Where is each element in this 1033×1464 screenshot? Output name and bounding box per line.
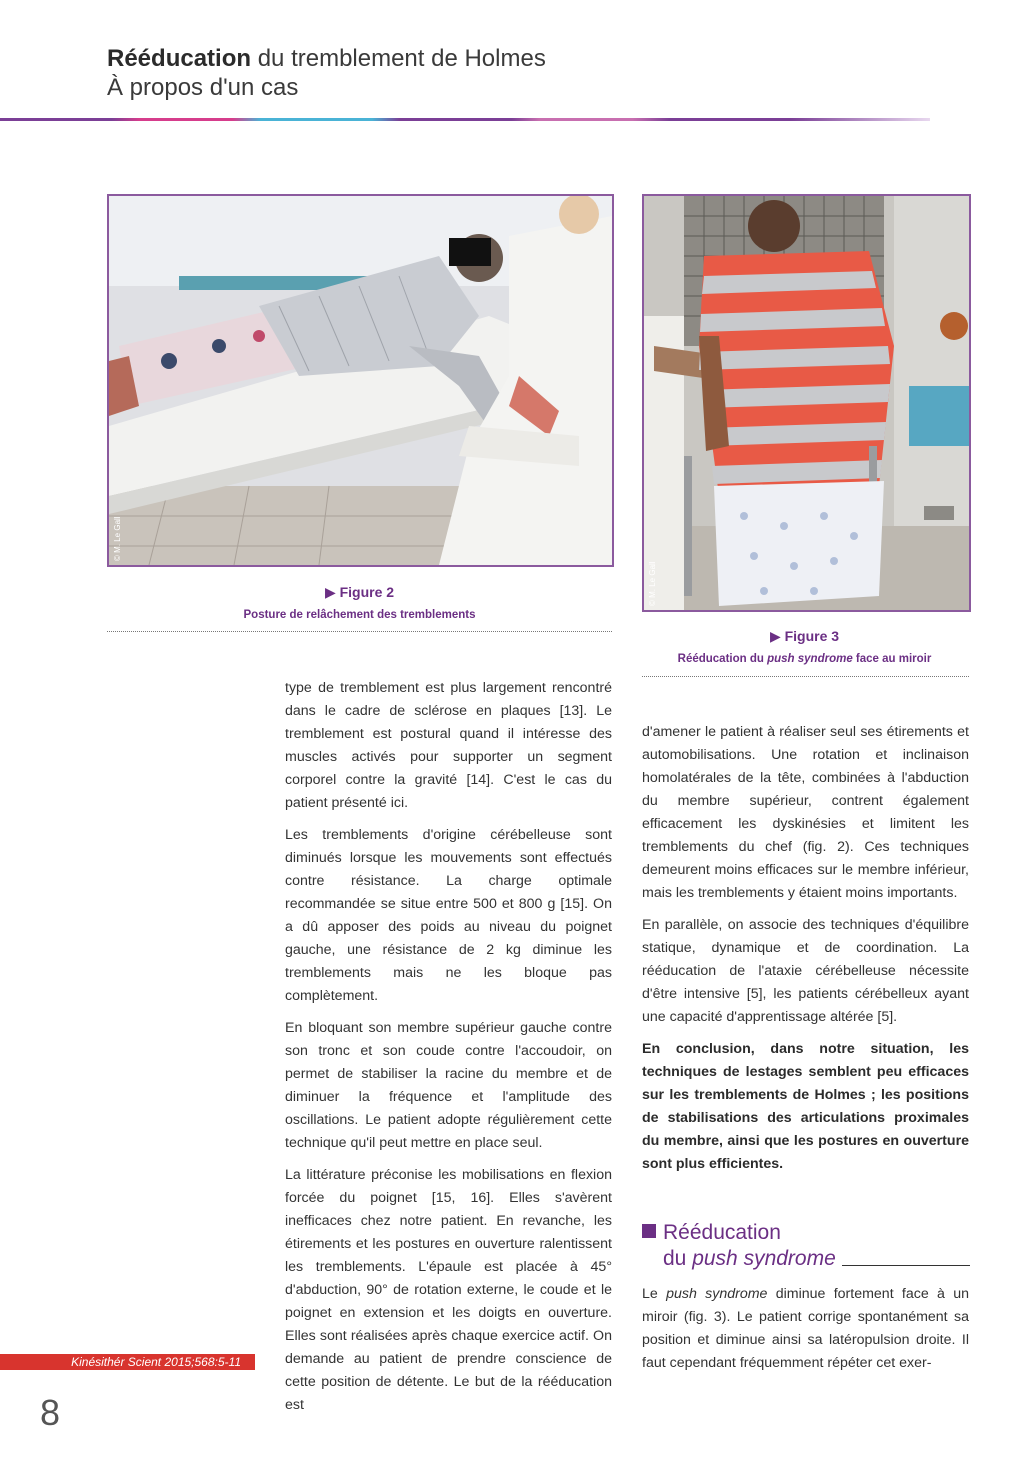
left-paragraph-1: type de tremblement est plus largement rencontré dans le cadre de sclérose en plaques [13]. Le tremblement est postural quand il intéresse des muscles activés pour supporter un segment corporel contre la gravité [14]. C'est le cas du patient présenté ici. <box>285 680 612 811</box>
figure-3-caption-after: face au miroir <box>852 653 932 665</box>
right-paragraph-4 <box>642 1283 969 1375</box>
figure-2-credit: © M. Le Gall <box>113 516 122 561</box>
article-subtitle: À propos d'un cas <box>107 74 299 101</box>
section-heading-text: Rééducation <box>663 1221 781 1244</box>
figure-3-label: ▶ Figure 3 <box>769 628 840 644</box>
figure-2-photo <box>107 194 614 567</box>
right-paragraph-2: En parallèle, on associe des techniques d'équilibre statique, dynamique et de coordination. La rééducation de l'ataxie cérébelleuse nécessite d'être intensive [5], les patients cérébelleux ayant une capacité d'apprentissage altérée [5]. <box>642 917 969 1025</box>
article-title <box>107 44 546 73</box>
right-paragraph-1: d'amener le patient à réaliser seul ses étirements et automobilisations. Une rotation et inclinaison homolatérales de la tête, combinées à l'abduction du membre supérieur, contrent également efficacement les dyskinésies et limitent les tremblements du chef (fig. 2). Ces techniques demeurent moins efficaces sur le membre inférieur, mais les tremblements y étaient moins importants. <box>642 724 969 901</box>
left-paragraph-3: En bloquant son membre supérieur gauche contre son tronc et son coude contre l'accoudoir, on permet de stabiliser la racine du membre et de diminuer la fréquence et l'amplitude des oscillations. Le patient adopte régulièrement cette technique qu'il peut mettre en place seul. <box>285 1020 612 1151</box>
article-title-bold: Rééducation <box>107 45 252 72</box>
figure-3-divider <box>642 676 969 677</box>
journal-citation: Kinésithér Scient 2015;568:5-11 <box>0 1354 255 1370</box>
figure-3-photo <box>642 194 971 612</box>
section-heading-line1 <box>642 1220 970 1246</box>
right-paragraph-4-italic: push syndrome <box>666 1286 768 1302</box>
right-paragraph-4-before: Le <box>642 1286 667 1302</box>
section-heading-line2-italic: push syndrome <box>692 1247 836 1270</box>
figure-3-caption-italic: push syndrome <box>767 653 853 665</box>
figure-2-caption: Posture de relâchement des tremblements <box>243 609 476 621</box>
header-color-rule <box>0 118 930 121</box>
figure-2-divider <box>107 631 612 632</box>
section-square-icon <box>642 1224 656 1238</box>
figure-3-credit: © M. Le Gall <box>648 561 657 606</box>
figure-2-label: ▶ Figure 2 <box>324 584 395 600</box>
article-title-rest: du tremblement de Holmes <box>251 45 546 72</box>
article-header <box>107 44 546 102</box>
section-heading-line2-before: du <box>663 1247 687 1270</box>
figure-3-caption-before: Rééducation du <box>677 653 768 665</box>
figure-3-caption <box>642 653 967 665</box>
page-number: 8 <box>40 1392 61 1433</box>
section-heading-line2 <box>642 1246 970 1272</box>
figure-2-illustration <box>109 196 612 565</box>
right-paragraph-4-after: diminue fortement face à un miroir (fig. 3). Le patient corrige spontanément sa position et diminue ainsi sa latéropulsion droite. Il faut cependant fréquemment répéter cet exer- <box>642 1286 969 1371</box>
left-paragraph-2: Les tremblements d'origine cérébelleuse sont diminués lorsque les mouvements sont effectués contre résistance. La charge optimale recommandée se situe entre 500 et 800 g [15]. On a dû apposer des poids au niveau du poignet gauche, une résistance de 2 kg diminue les tremblements mais ne les bloque pas complètement. <box>285 827 612 1004</box>
right-paragraph-conclusion: En conclusion, dans notre situation, les techniques de lestages semblent peu efficaces sur les tremblements de Holmes ; les positions de stabilisations des articulations proximales du membre, ainsi que les postures en ouverture sont plus efficientes. <box>642 1041 969 1172</box>
left-paragraph-4: La littérature préconise les mobilisations en flexion forcée du poignet [15, 16]. Elles s'avèrent inefficaces chez notre patient. En revanche, les étirements et les postures en ouverture ralentissent les tremblements. L'épaule est placée à 45° d'abduction, 90° de rotation externe, le coude et le poignet en extension et les doigts en ouverture. Elles sont réalisées après chaque exercice actif. On demande au patient de prendre conscience de cette position de détente. Le but de la rééducation est <box>285 1167 612 1413</box>
section-heading-rule <box>842 1265 970 1266</box>
section-heading <box>642 1220 970 1272</box>
right-text-column-section <box>642 1283 969 1384</box>
right-text-column <box>642 721 969 1185</box>
figure-3-illustration <box>644 196 969 610</box>
left-text-column <box>285 677 612 1426</box>
